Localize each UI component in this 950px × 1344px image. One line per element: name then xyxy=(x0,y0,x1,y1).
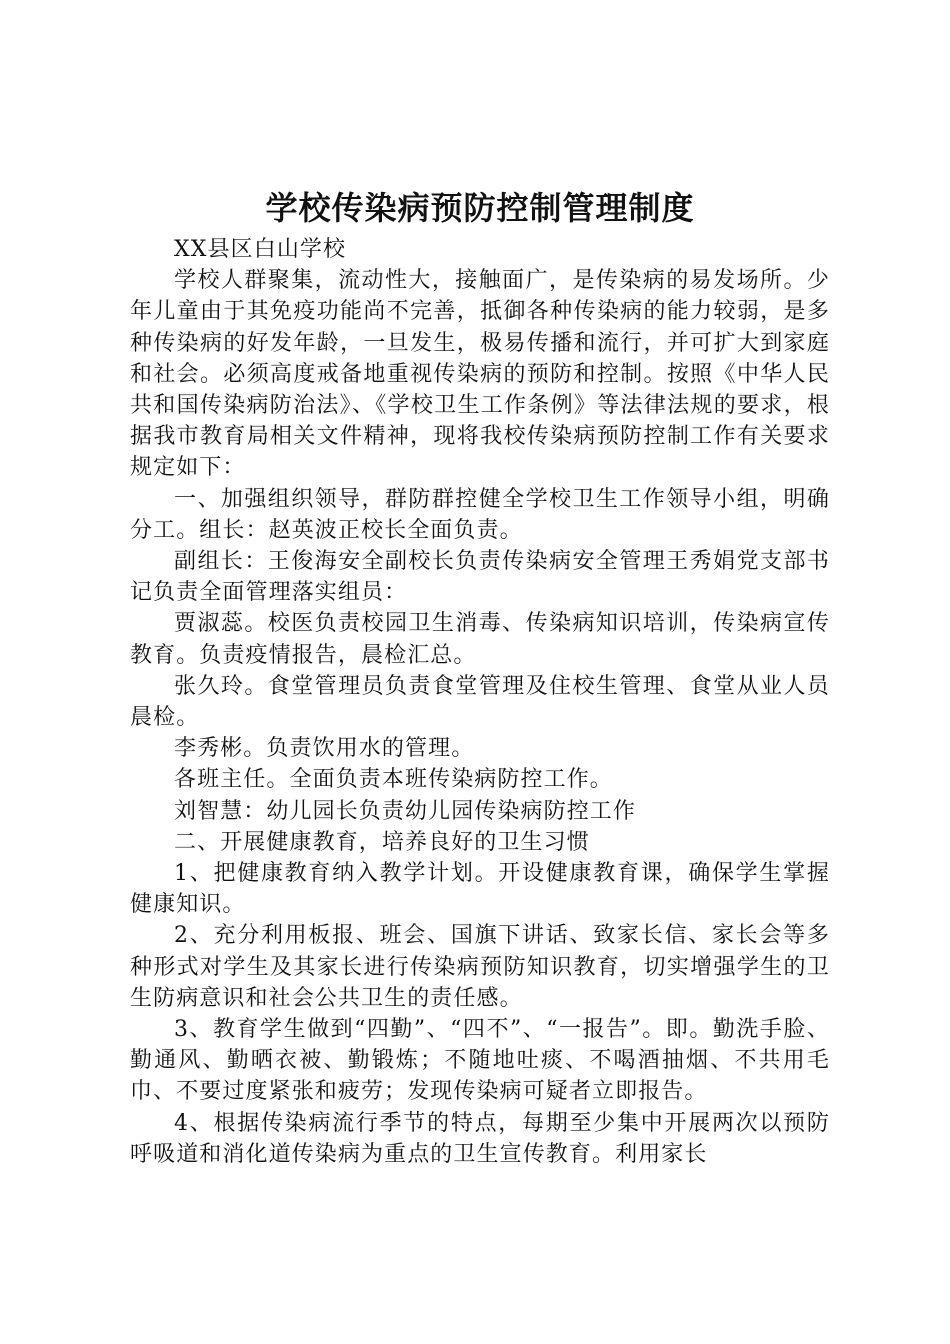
list-item: 2、充分利用板报、班会、国旗下讲话、致家长信、家长会等多种形式对学生及其家长进行传染病预防知识教育，切实增强学生的卫生防病意识和社会公共卫生的责任感。 xyxy=(130,923,830,1011)
section-1-heading: 一、加强组织领导，群防群控健全学校卫生工作领导小组，明确分工。组长：赵英波正校长全面负责。 xyxy=(130,486,830,543)
list-item: 1、把健康教育纳入教学计划。开设健康教育课，确保学生掌握健康知识。 xyxy=(130,861,830,918)
list-item: 3、教育学生做到“四勤”、“四不”、“一报告”。即。勤洗手脸、勤通风、勤晒衣被、勤锻炼；不随地吐痰、不喝酒抽烟、不共用毛巾、不要过度紧张和疲劳；发现传染病可疑者立即报告。 xyxy=(130,1017,830,1105)
intro-paragraph: 学校人群聚集，流动性大，接触面广，是传染病的易发场所。少年儿童由于其免疫功能尚不完善，抵御各种传染病的能力较弱，是多种传染病的好发年龄，一旦发生，极易传播和流行，并可扩大到家庭和社会。必须高度戒备地重视传染病的预防和控制。按照《中华人民共和国传染病防治法》、《学校卫生工作条例》等法律法规的要求，根据我市教育局相关文件精神，现将我校传染病预防控制工作有关要求规定如下： xyxy=(130,268,830,481)
deputy-leaders-paragraph: 副组长：王俊海安全副校长负责传染病安全管理王秀娟党支部书记负责全面管理落实组员： xyxy=(130,549,830,606)
member-paragraph: 贾淑蕊。校医负责校园卫生消毒、传染病知识培训，传染病宣传教育。负责疫情报告，晨检汇总。 xyxy=(130,611,830,668)
member-paragraph: 各班主任。全面负责本班传染病防控工作。 xyxy=(174,767,613,793)
member-paragraph: 李秀彬。负责饮用水的管理。 xyxy=(174,736,475,762)
document-page xyxy=(130,182,830,1170)
member-paragraph: 张久玲。食堂管理员负责食堂管理及住校生管理、食堂从业人员晨检。 xyxy=(130,673,830,731)
list-item: 4、根据传染病流行季节的特点，每期至少集中开展两次以预防呼吸道和消化道传染病为重点的卫生宣传教育。利用家长 xyxy=(130,1110,830,1167)
section-2-heading: 二、开展健康教育，培养良好的卫生习惯 xyxy=(174,829,590,855)
member-paragraph: 刘智慧：幼儿园长负责幼儿园传染病防控工作 xyxy=(174,798,637,824)
school-name: XX县区白山学校 xyxy=(174,237,347,262)
document-body xyxy=(130,234,830,1170)
document-title: 学校传染病预防控制管理制度 xyxy=(265,189,695,227)
